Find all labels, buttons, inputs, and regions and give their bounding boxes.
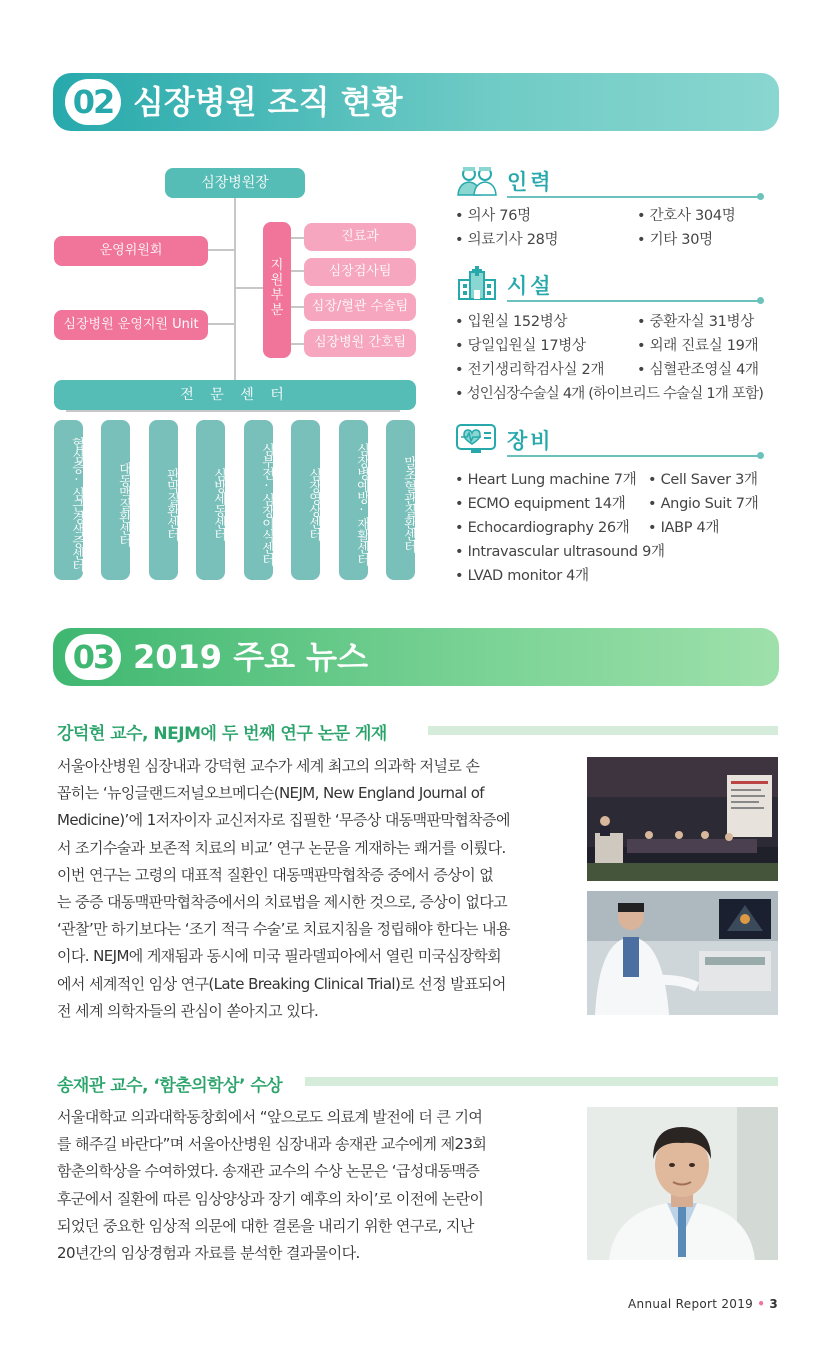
footer-separator: •	[757, 1297, 766, 1311]
section-03-banner	[53, 628, 779, 686]
facility-item: • 성인심장수술실 4개 (하이브리드 수술실 1개 포함)	[455, 382, 763, 403]
heart-monitor-icon	[455, 423, 499, 455]
facility-item: • 당일입원실 17병상	[455, 334, 586, 355]
equipment-heading-label: 장비	[507, 429, 554, 453]
center-column: 대동맥질환센터	[101, 420, 130, 580]
news-body: 서울아산병원 심장내과 강덕현 교수가 세계 최고의 의과학 저널로 손 꼽히는 ‘뉴잉글랜드저널오브메디슨(NEJM, New England Journal of Medicine)’에 1저자이자 교신저자로 집필한 ‘무증상 대동맥판막협착증에 서 조기수술과 보존적 치료의 비교’ 연구 논문을 게재하는 쾌거를 이뤘다. 이번 연구는 고령의 대표적 질환인 대동맥판막협착증 중에서 증상이 없 는 중증 대동맥판막협착증에서의 치료법을 제시한 것으로, 증상이 없다고 ‘관찰’만 하기보다는 ‘조기 적극 수술’로 치료지침을 정립해야 한다는 내용 이다. NEJM에 게재됨과 동시에 미국 필라델피아에서 열린 미국심장학회 에서 세계적인 임상 연구(Late Breaking Clinical Trial)로 선정 발표되어 전 세계 의학자들의 관심이 쏟아지고 있다.	[57, 757, 510, 1020]
center-column: 심부전·심장이식센터	[244, 420, 273, 580]
facility-heading-label: 시설	[507, 274, 554, 298]
center-column: 협심증·심근경색증센터	[54, 420, 83, 580]
portrait-photo	[587, 1107, 778, 1260]
center-column: 심장영상센터	[291, 420, 320, 580]
equipment-item: • Intravascular ultrasound 9개	[455, 540, 665, 561]
facility-item: • 심혈관조영실 4개	[637, 358, 759, 379]
section-title: 심장병원 조직 현황	[133, 83, 403, 121]
page-number: 3	[769, 1297, 778, 1311]
equipment-item: • LVAD monitor 4개	[455, 564, 589, 585]
staff-item: • 기타 30명	[637, 228, 713, 249]
support-item: 진료과	[304, 223, 416, 251]
section-number: 03	[65, 634, 121, 680]
equipment-item: • Heart Lung machine 7개	[455, 468, 636, 489]
support-item: 심장검사팀	[304, 258, 416, 286]
director-box: 심장병원장	[165, 168, 305, 198]
news-divider	[305, 1077, 778, 1086]
staff-item: • 의료기사 28명	[455, 228, 558, 249]
support-item: 심장병원 간호팀	[304, 329, 416, 357]
staff-item: • 의사 76명	[455, 204, 531, 225]
equipment-item: • ECMO equipment 14개	[455, 492, 626, 513]
staff-heading-label: 인력	[507, 170, 554, 194]
facility-item: • 입원실 152병상	[455, 310, 567, 331]
news-title: 송재관 교수, ‘함춘의학상’ 수상	[57, 1076, 283, 1096]
section-number: 02	[65, 79, 121, 125]
equipment-item: • Angio Suit 7개	[648, 492, 758, 513]
echocardiography-photo	[587, 891, 778, 1015]
footer-text: Annual Report 2019	[628, 1297, 754, 1311]
conference-photo	[587, 757, 778, 881]
center-column: 심방세동센터	[196, 420, 225, 580]
center-column: 판막질환센터	[149, 420, 178, 580]
facility-item: • 외래 진료실 19개	[637, 334, 758, 355]
support-item: 심장/혈관 수술팀	[304, 293, 416, 321]
center-column: 심장병예방·재활센터	[339, 420, 368, 580]
news-body: 서울대학교 의과대학동창회에서 “앞으로도 의료계 발전에 더 큰 기여 를 해주길 바란다”며 서울아산병원 심장내과 송재관 교수에게 제23회 함춘의학상을 수여하였다. 송재관 교수의 수상 논문은 ‘급성대동맥증 후군에서 질환에 따른 임상양상과 장기 예후의 차이’로 이전에 논란이 되었던 중요한 임상적 의문에 대한 결론을 내리기 위한 연구로, 지난 20년간의 임상경험과 자료를 분석한 결과물이다.	[57, 1108, 487, 1263]
support-dept-label: 지원부분	[270, 258, 284, 318]
news-title: 강덕현 교수, NEJM에 두 번째 연구 논문 게재	[57, 724, 387, 744]
equipment-item: • IABP 4개	[648, 516, 719, 537]
committee-box: 운영위원회	[54, 236, 208, 266]
news-divider	[428, 726, 778, 735]
facility-item: • 중환자실 31병상	[637, 310, 754, 331]
page-footer	[628, 1297, 778, 1311]
staff-item: • 간호사 304명	[637, 204, 735, 225]
section-02-banner	[53, 73, 779, 131]
support-unit-box: 심장병원 운영지원 Unit	[54, 310, 208, 340]
centers-header: 전 문 센 터	[54, 380, 416, 410]
facility-item: • 전기생리학검사실 2개	[455, 358, 604, 379]
hospital-building-icon	[455, 266, 499, 300]
center-column: 말초혈관질환센터	[386, 420, 415, 580]
medical-staff-icon	[455, 164, 499, 196]
equipment-item: • Cell Saver 3개	[648, 468, 758, 489]
section-title: 2019 주요 뉴스	[133, 638, 368, 676]
support-dept-box	[263, 222, 291, 358]
equipment-item: • Echocardiography 26개	[455, 516, 630, 537]
